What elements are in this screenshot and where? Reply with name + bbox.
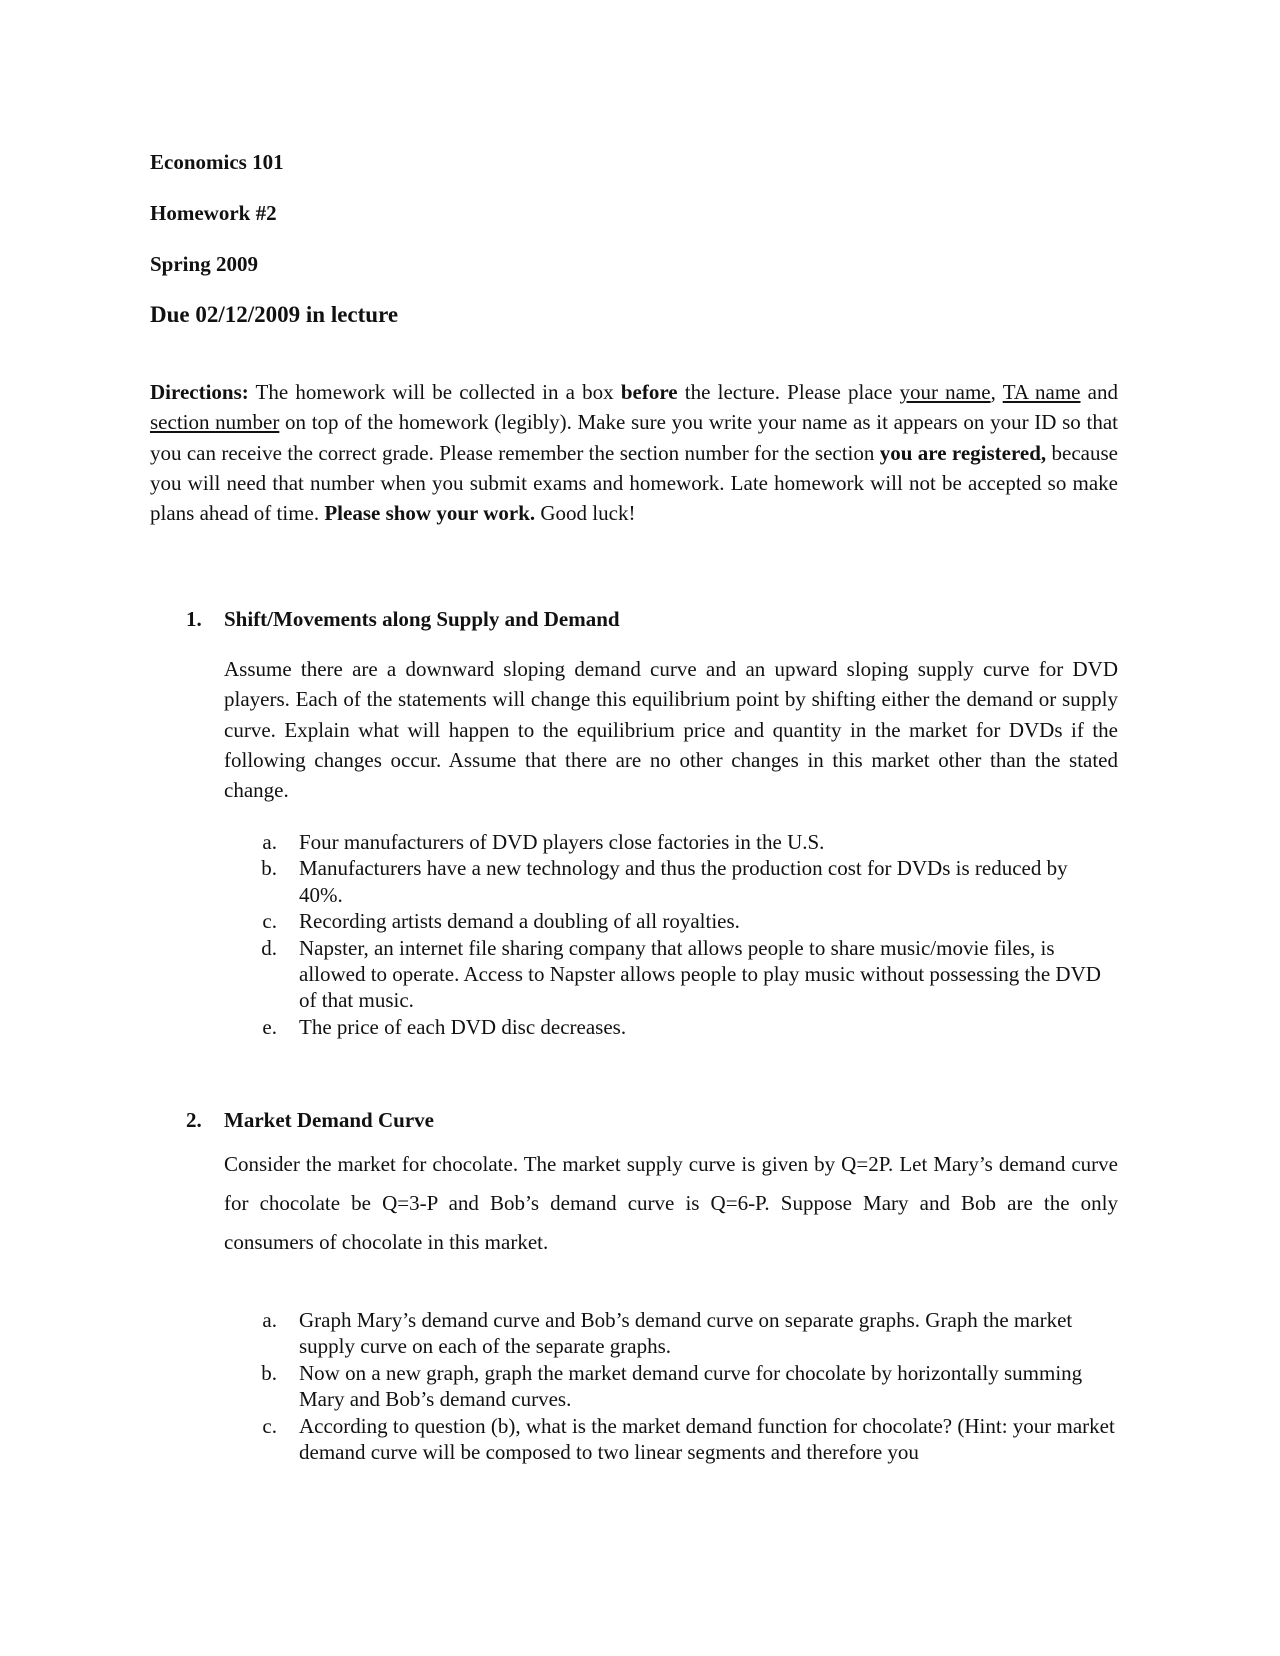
item-letter: b. [261,856,277,881]
directions-underline: TA name [1002,380,1081,404]
item-letter: a. [262,1308,277,1332]
directions-emphasis: you are registered, [879,440,1047,465]
item-text: Now on a new graph, graph the market demand curve for chocolate by horizontally summing Mary and Bob’s demand curves. [299,1360,1083,1412]
due-date: Due 02/12/2009 in lecture [150,302,399,327]
item-text: The price of each DVD disc decreases. [299,1014,627,1039]
homework-title: Homework #2 [150,201,277,225]
item-letter: c. [262,1413,277,1438]
directions-text: The homework will be collected in a box [248,380,621,404]
list-item [255,1307,1115,1360]
question-2-number: 2. [186,1108,202,1132]
item-text: Napster, an internet file sharing company that allows people to share music/movie files, is allowed to operate. Access to Napster allows people to play music without possessing the DVD of that music. [299,935,1101,1013]
item-text: According to question (b), what is the market demand function for chocolate? (Hint: your market demand curve will be composed to two linear segments and therefore you [299,1413,1115,1465]
list-item [255,1014,1115,1040]
item-letter: b. [261,1360,277,1385]
directions-paragraph [150,377,1118,528]
question-1-items [255,829,1115,1040]
directions-text: because you will need that number when you submit exams and homework. Late homework will not be accepted so make plans ahead of time. [150,440,1118,526]
question-2-items [255,1307,1115,1465]
item-text: Four manufacturers of DVD players close factories in the U.S. [299,830,825,854]
course-title: Economics 101 [150,150,284,174]
item-letter: e. [262,1014,277,1039]
directions-underline: section number [150,410,280,435]
question-1-number: 1. [186,607,202,631]
question-2-body: Consider the market for chocolate. The market supply curve is given by Q=2P. Let Mary’s demand curve for chocolate be Q=3-P and Bob’s demand curve is Q=6-P. Suppose Mary and Bob are the only consumers of chocolate in this market. [224,1152,1118,1254]
term-label: Spring 2009 [150,252,258,276]
directions-emphasis: Please show your work. [324,501,536,526]
directions-text: and [1080,380,1118,404]
question-2-title: Market Demand Curve [224,1108,434,1132]
list-item [255,829,1115,855]
question-1-title: Shift/Movements along Supply and Demand [224,607,620,631]
directions-label: Directions: [150,380,249,404]
item-letter: a. [262,830,277,854]
directions-text: Good luck! [535,501,636,526]
list-item [255,935,1115,1014]
directions-emphasis: before [620,380,678,404]
question-1-body: Assume there are a downward sloping demand curve and an upward sloping supply curve for DVD players. Each of the statements will change this equilibrium point by shifting either the demand or supply curve. Explain what will happen to the equilibrium price and quantity in the market for DVDs if the following changes occur. Assume that there are no other changes in this market other than the stated change. [224,657,1118,803]
list-item [255,908,1115,934]
directions-text: the lecture. Please place [677,380,900,404]
item-text: Recording artists demand a doubling of all royalties. [299,909,740,934]
item-letter: c. [262,909,277,934]
item-text: Manufacturers have a new technology and thus the production cost for DVDs is reduced by 40%. [299,856,1068,907]
directions-text: , [990,380,1003,404]
directions-underline: your name [899,380,991,404]
list-item [255,1360,1115,1413]
directions-text: on top of the homework (legibly). Make sure you write your name as it appears on your ID so that you can receive the correct grade. Please remember the section number for the section [150,410,1118,465]
list-item [255,855,1115,908]
item-text: Graph Mary’s demand curve and Bob’s demand curve on separate graphs. Graph the market supply curve on each of the separate graphs. [299,1308,1073,1359]
item-letter: d. [261,935,277,960]
list-item [255,1413,1115,1466]
